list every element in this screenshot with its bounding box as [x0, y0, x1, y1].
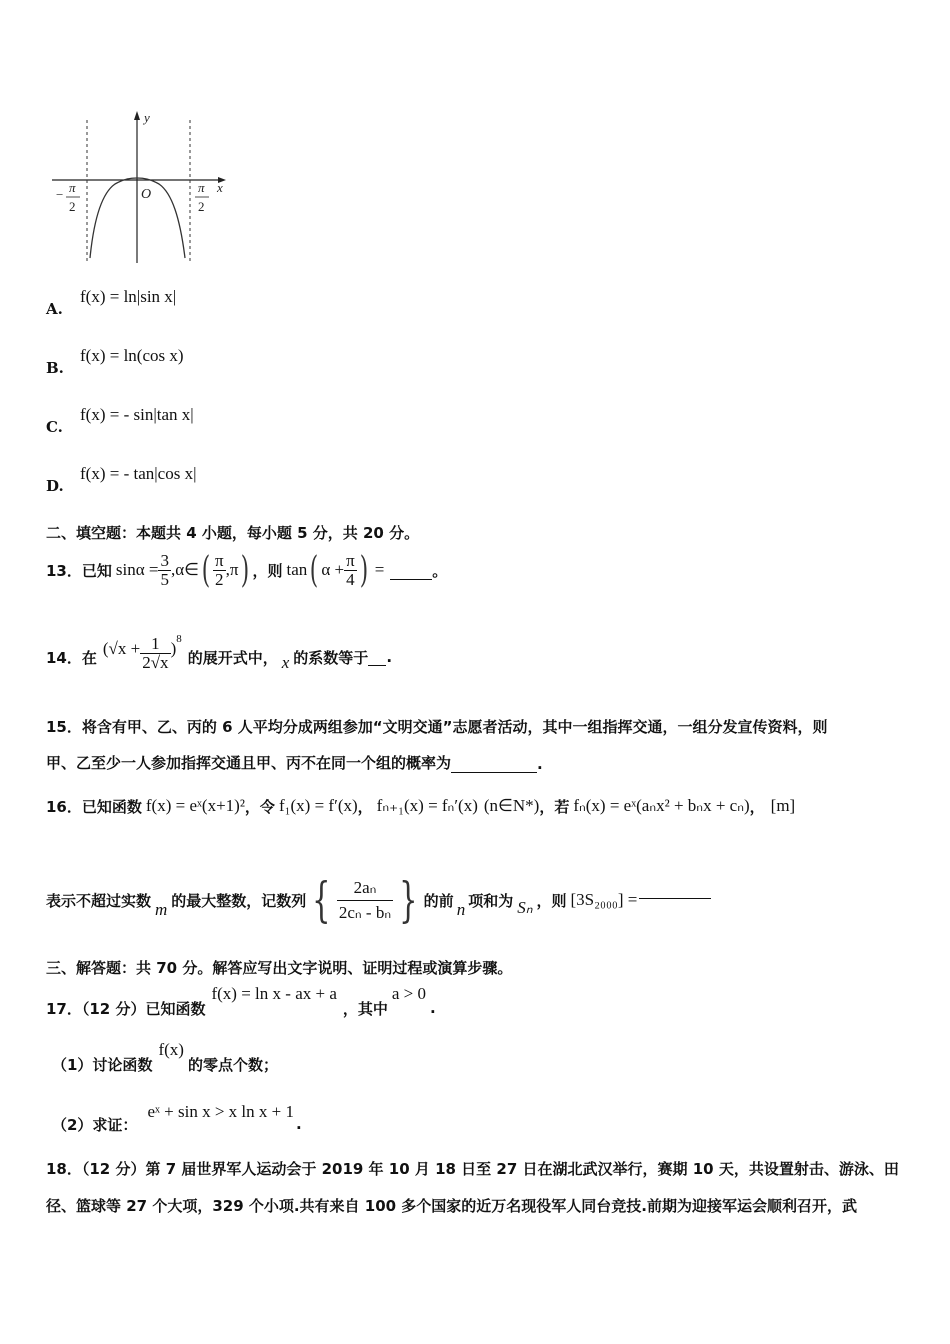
option-c-label: C. [46, 418, 63, 436]
q17-part1 [52, 1036, 278, 1076]
q16-seq-fraction: $\frac{\text{2aₙ}}{\text{2cₙ - bₙ}}$ [338, 877, 392, 922]
q15-end: . [537, 755, 543, 773]
question-17 [46, 980, 436, 1020]
q16-n: n [456, 900, 466, 919]
q13-eq: = [374, 560, 385, 579]
option-b-label: B. [46, 359, 64, 377]
q17-mid: ，其中 [342, 999, 388, 1018]
q14-end: . [386, 648, 393, 666]
q14-var: x [281, 653, 290, 672]
option-a-formula: f(x) = ln|sin x| [80, 287, 177, 306]
y-axis-arrow [134, 111, 140, 120]
option-d-label: D. [46, 477, 64, 495]
q16-line2-b: 的最大整数，记数列 [171, 891, 307, 910]
y-axis-label: y [144, 110, 150, 125]
q15-line2: 甲、乙至少一人参加指挥交通且甲、丙不在同一个组的概率为 [46, 754, 452, 772]
q13-fraction: $\frac{3}{5}$ [160, 550, 169, 589]
q14-expr-open: (√x + [102, 639, 141, 658]
q18-line1: 18．（12 分）第 7 届世界军人运动会于 2019 年 10 月 18 日至 27 日在湖北武汉举行，赛期 10 天，共设置射击、游泳、田 [46, 1160, 899, 1178]
q16-f1-def: f₁(x) = f′(x) [278, 796, 358, 815]
q15-line1: 15．将含有甲、乙、丙的 6 人平均分成两组参加“文明交通”志愿者活动，其中一组指挥交通，一组分发宣传资料，则 [46, 718, 828, 736]
q17-f-def: f(x) = ln x - ax + a [211, 984, 337, 1003]
q16-fn-def: fₙ₊₁(x) = fₙ′(x) [376, 796, 478, 815]
q15-answer-blank[interactable] [451, 756, 537, 773]
q17-p1-tail: 的零点个数； [187, 1055, 278, 1074]
q13-tan: tan [286, 560, 308, 579]
option-b-formula: f(x) = ln(cos x) [80, 346, 184, 365]
q14-expr-fraction: $\frac{1}{2√x}$ [142, 633, 169, 672]
q14-prefix: 14．在 [46, 648, 97, 667]
q14-tail: 的系数等于 [293, 648, 369, 667]
q16-floor-m: [m] [770, 796, 796, 815]
q17-p2-ineq: eˣ + sin x > x ln x + 1 [147, 1102, 294, 1121]
q16-comma: ， [357, 797, 373, 816]
pos-half-pi-num: π [198, 180, 205, 195]
q16-answer-blank[interactable] [639, 888, 711, 899]
q16-if: ，若 [539, 797, 570, 816]
q14-answer-blank[interactable] [368, 649, 386, 666]
q13-interval-fraction: $\frac{\pi}{2}$ [214, 550, 224, 589]
q16-fn-form: fₙ(x) = eˣ(aₙx² + bₙx + cₙ) [573, 796, 750, 815]
option-a-label: A. [46, 300, 63, 318]
q13-answer-blank[interactable] [390, 561, 432, 580]
q17-end: . [430, 999, 436, 1017]
q13-sin: sinα = [115, 560, 159, 579]
q13-tan-fraction: $\frac{\pi}{4}$ [346, 550, 355, 589]
option-c-formula: f(x) = - sin|tan x| [80, 405, 194, 424]
function-graph [50, 108, 235, 268]
q15-line2-wrap [46, 752, 543, 773]
origin-label: O [141, 187, 152, 202]
q17-part2 [52, 1096, 302, 1136]
q17-cond: a > 0 [391, 984, 427, 1003]
x-axis-label: x [217, 180, 223, 195]
q16-line2-c: 的前 [423, 891, 454, 910]
q16-prefix: 16．已知函数 [46, 797, 142, 816]
question-13: 13．已知 sinα = $\frac{3}{5}$ ,α∈ ( $\frac{\pi}{2}$ ,π ) ，则 tan ( α + $\frac{\pi}{4}$ ) = 。 [46, 549, 448, 591]
section-3-heading: 三、解答题：共 70 分。解答应写出文字说明、证明过程或演算步骤。 [46, 959, 513, 977]
q16-line1 [46, 786, 795, 826]
q17-p2-prefix: （2）求证： [52, 1115, 138, 1134]
q16-let: ，令 [244, 797, 275, 816]
q17-p1-f: f(x) [158, 1040, 184, 1059]
q14-power: 8 [176, 633, 182, 645]
neg-half-pi-den: 2 [69, 199, 76, 214]
q13-then: ，则 [252, 561, 283, 580]
q16-floor-expr: [3S₂₀₀₀] = [570, 890, 638, 909]
q17-p1-prefix: （1）讨论函数 [52, 1055, 153, 1074]
neg-half-pi-num: π [69, 180, 76, 195]
q13-end: 。 [432, 561, 448, 580]
option-d-formula: f(x) = - tan|cos x| [80, 464, 197, 483]
q13-tan-inner: α + [321, 560, 345, 579]
q14-expr-close: ) [170, 639, 177, 658]
q18-line2: 径、篮球等 27 个大项，329 个小项.共有来自 100 多个国家的近万名现役军人同台竞技.前期为迎接军运会顺利召开，武 [46, 1197, 858, 1215]
q13-prefix: 13．已知 [46, 561, 112, 580]
q16-line2-d: 项和为 [468, 891, 514, 910]
q16-line2: 表示不超过实数 m 的最大整数，记数列 { $\frac{\text{2aₙ}}{\text{2cₙ - bₙ}}$ } 的前 n 项和为 Sₙ ，则 [3S₂₀₀₀] = [46, 870, 711, 930]
q16-cond: (n∈N*) [483, 796, 540, 815]
q13-interval-tail: ,π [225, 560, 239, 579]
neg-sign: − [56, 187, 64, 202]
pos-half-pi-den: 2 [198, 199, 205, 214]
q16-m: m [155, 900, 168, 919]
q16-line2-e: ，则 [536, 891, 567, 910]
question-14 [46, 632, 392, 682]
q13-in: ,α∈ [170, 560, 199, 579]
q16-line2-a: 表示不超过实数 [46, 891, 152, 910]
q16-Sn: Sₙ [517, 898, 533, 917]
q14-mid: 的展开式中， [187, 648, 278, 667]
q16-comma2: ， [749, 797, 765, 816]
q17-p2-end: . [296, 1115, 302, 1133]
section-2-heading: 二、填空题：本题共 4 小题，每小题 5 分，共 20 分。 [46, 524, 420, 542]
q17-prefix: 17．（12 分）已知函数 [46, 999, 206, 1018]
q16-f-def: f(x) = eˣ(x+1)² [145, 796, 245, 815]
